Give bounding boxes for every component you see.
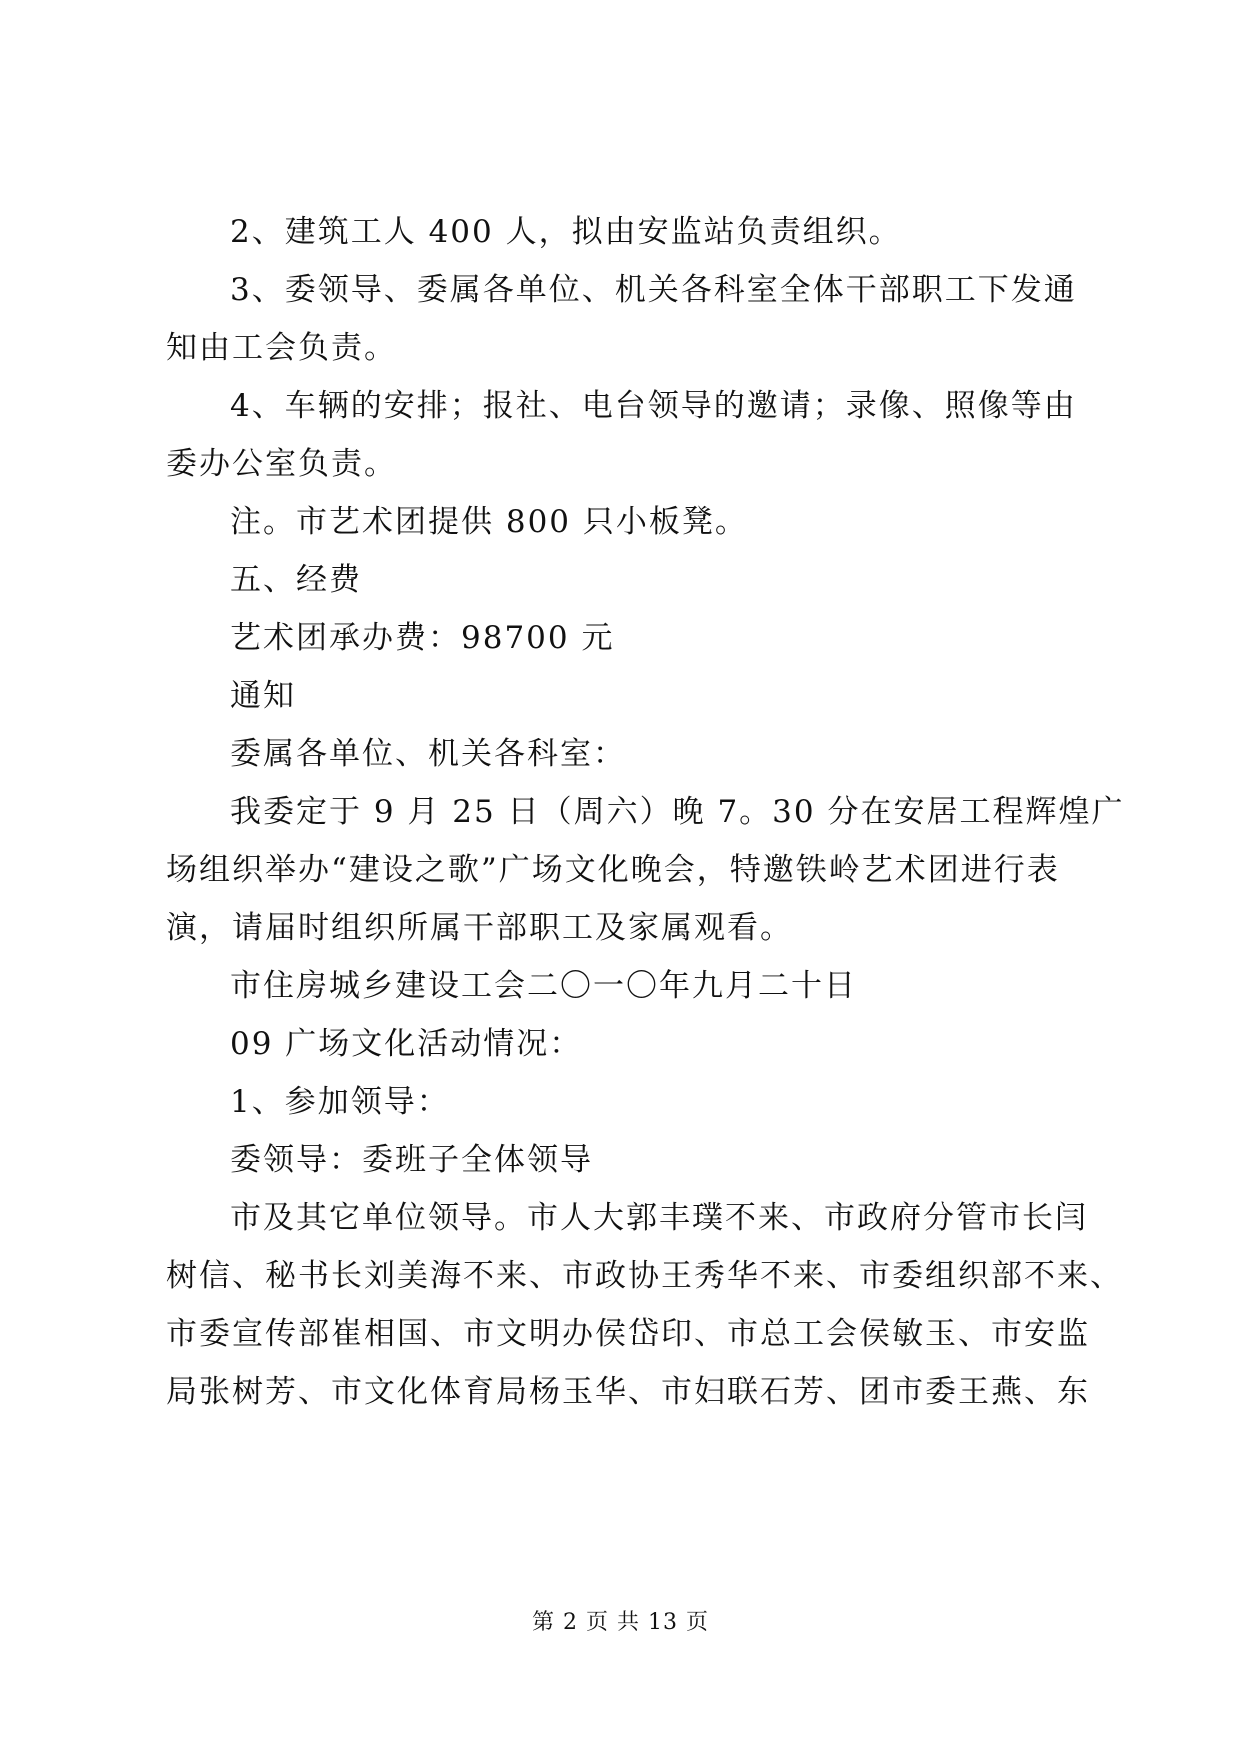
text-line: 4、车辆的安排；报社、电台领导的邀请；录像、照像等由 xyxy=(230,388,1077,424)
text-line: 09 广场文化活动情况： xyxy=(230,1026,583,1062)
text-line: 3、委领导、委属各单位、机关各科室全体干部职工下发通 xyxy=(230,272,1077,308)
notice-signature: 市住房城乡建设工会二〇一〇年九月二十日 xyxy=(230,968,857,1004)
text-line: 艺术团承办费：98700 元 xyxy=(230,620,615,656)
text-line: 树信、秘书长刘美海不来、市政协王秀华不来、市委组织部不来、 xyxy=(166,1258,1123,1294)
section-heading: 五、经费 xyxy=(230,562,362,598)
text-line: 委领导：委班子全体领导 xyxy=(230,1142,593,1178)
page-footer: 第 2 页 共 13 页 xyxy=(532,1610,709,1635)
text-line: 市及其它单位领导。市人大郭丰璞不来、市政府分管市长闫 xyxy=(230,1200,1088,1236)
text-line: 2、建筑工人 400 人，拟由安监站负责组织。 xyxy=(230,214,902,250)
text-line: 演，请届时组织所属干部职工及家属观看。 xyxy=(166,910,793,946)
text-line: 局张树芳、市文化体育局杨玉华、市妇联石芳、团市委王燕、东 xyxy=(166,1374,1090,1410)
text-line: 市委宣传部崔相国、市文明办侯岱印、市总工会侯敏玉、市安监 xyxy=(166,1316,1090,1352)
text-line: 1、参加领导： xyxy=(230,1084,450,1120)
notice-salutation: 委属各单位、机关各科室： xyxy=(230,736,626,772)
text-line: 知由工会负责。 xyxy=(166,330,397,366)
text-line: 委办公室负责。 xyxy=(166,446,397,482)
text-line: 注。市艺术团提供 800 只小板凳。 xyxy=(230,504,748,540)
text-line: 场组织举办“建设之歌”广场文化晚会，特邀铁岭艺术团进行表 xyxy=(166,852,1060,888)
notice-title: 通知 xyxy=(230,678,296,714)
text-line: 我委定于 9 月 25 日（周六）晚 7。30 分在安居工程辉煌广 xyxy=(230,794,1125,830)
